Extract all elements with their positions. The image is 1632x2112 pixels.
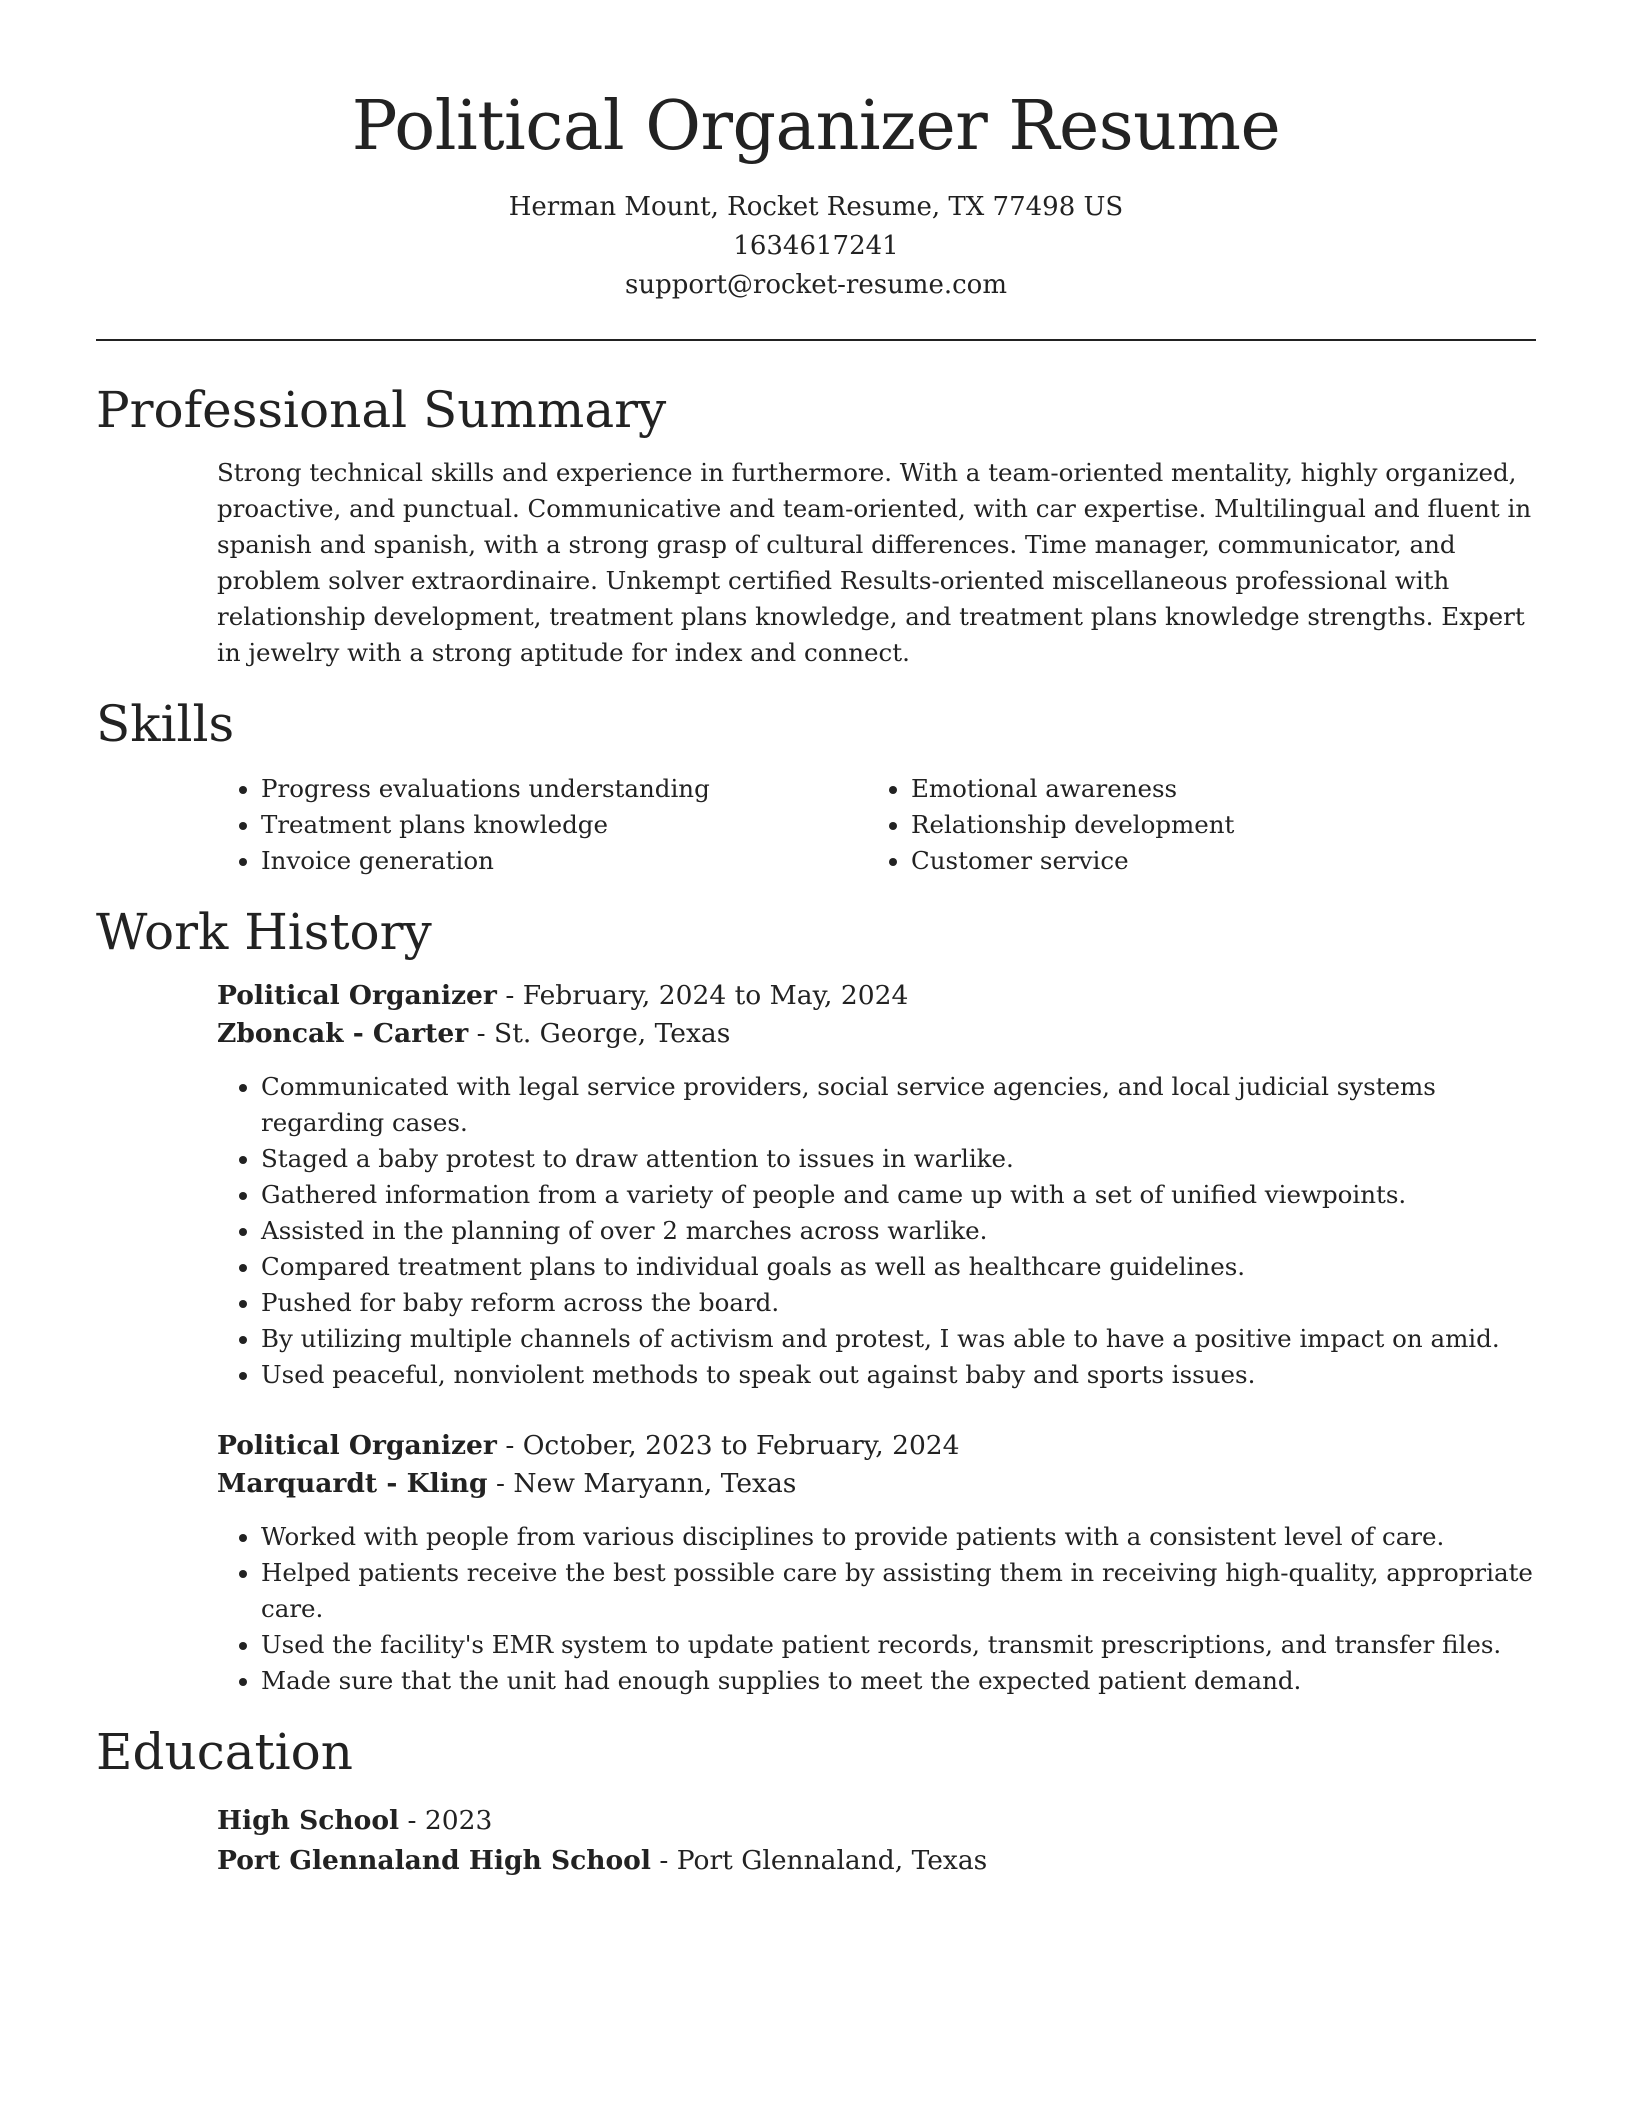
job-bullet: • Staged a baby protest to draw attention to issues in warlike. [261,1141,1536,1177]
job-dates: - February, 2024 to May, 2024 [496,980,909,1011]
education-section [96,1721,1536,1881]
education-heading: Education [96,1723,353,1781]
education-location: - Port Glennaland, Texas [650,1845,988,1876]
job-dates: - October, 2023 to February, 2024 [496,1430,960,1461]
contact-info [96,188,1536,305]
skills-heading: Skills [96,695,235,753]
skill-item: • Treatment plans knowledge [261,807,867,843]
resume-header [96,0,1536,305]
summary-section [96,379,1536,671]
skills-column-right [867,771,1517,879]
job-title-line [217,977,1536,1015]
work-history-section [96,901,1536,1699]
resume-title: Political Organizer Resume [351,87,1281,166]
education-school-line [217,1841,1536,1881]
education-year: - 2023 [399,1805,493,1836]
education-degree: High School [217,1805,400,1836]
job-bullet: • Gathered information from a variety of people and came up with a set of unified viewpoints. [261,1177,1536,1213]
job-bullet: • Used the facility's EMR system to update patient records, transmit prescriptions, and transfer files. [261,1627,1536,1663]
job-company-line [217,1015,1536,1053]
job-bullet: • Used peaceful, nonviolent methods to speak out against baby and sports issues. [261,1357,1536,1393]
job-bullets [217,1519,1536,1699]
skill-item: • Relationship development [911,807,1517,843]
skill-item: • Emotional awareness [911,771,1517,807]
skills-list [217,771,1536,879]
education-school: Port Glennaland High School [217,1845,651,1876]
contact-phone: 1634617241 [733,231,899,261]
header-divider [96,339,1536,341]
summary-text: Strong technical skills and experience in furthermore. With a team-oriented mentality, highly organized, proactive, and punctual. Communicative and team-oriented, with car expertise. Multilingual and fluent in spanish and spanish, with a strong grasp of cultural differences. Time manager, communicator, and problem solver extraordinaire. Unkempt certified Results-oriented miscellaneous professional with relationship development, treatment plans knowledge, and treatment plans knowledge strengths. Expert in jewelry with a strong aptitude for index and connect. [217,458,1532,667]
education-degree-line [217,1801,1536,1841]
skill-item: • Invoice generation [261,843,867,879]
skill-item: • Customer service [911,843,1517,879]
skills-section [96,693,1536,879]
job-company-line [217,1465,1536,1503]
job-title: Political Organizer [217,980,497,1011]
job-bullet: • Assisted in the planning of over 2 marches across warlike. [261,1213,1536,1249]
job-bullet: • Made sure that the unit had enough supplies to meet the expected patient demand. [261,1663,1536,1699]
work-history-heading: Work History [96,903,432,961]
job-location: - St. George, Texas [468,1018,731,1049]
job-bullet: • Compared treatment plans to individual goals as well as healthcare guidelines. [261,1249,1536,1285]
education-entry [217,1801,1536,1881]
job-company: Marquardt - Kling [217,1468,488,1499]
skills-column-left [217,771,867,879]
contact-email: support@rocket-resume.com [624,270,1007,300]
job-title-line [217,1427,1536,1465]
job-entry [217,977,1536,1393]
job-entry [217,1427,1536,1699]
job-company: Zboncak - Carter [217,1018,469,1049]
contact-address: Herman Mount, Rocket Resume, TX 77498 US [508,192,1124,222]
skill-item: • Progress evaluations understanding [261,771,867,807]
job-bullet: • Pushed for baby reform across the board. [261,1285,1536,1321]
job-bullet: • Helped patients receive the best possible care by assisting them in receiving high-quality, appropriate care. [261,1555,1536,1627]
job-title: Political Organizer [217,1430,497,1461]
summary-heading: Professional Summary [96,381,667,439]
job-bullet: • Communicated with legal service providers, social service agencies, and local judicial systems regarding cases. [261,1069,1536,1141]
job-bullet: • Worked with people from various disciplines to provide patients with a consistent level of care. [261,1519,1536,1555]
job-location: - New Maryann, Texas [487,1468,797,1499]
job-bullets [217,1069,1536,1393]
job-bullet: • By utilizing multiple channels of activism and protest, I was able to have a positive impact on amid. [261,1321,1536,1357]
